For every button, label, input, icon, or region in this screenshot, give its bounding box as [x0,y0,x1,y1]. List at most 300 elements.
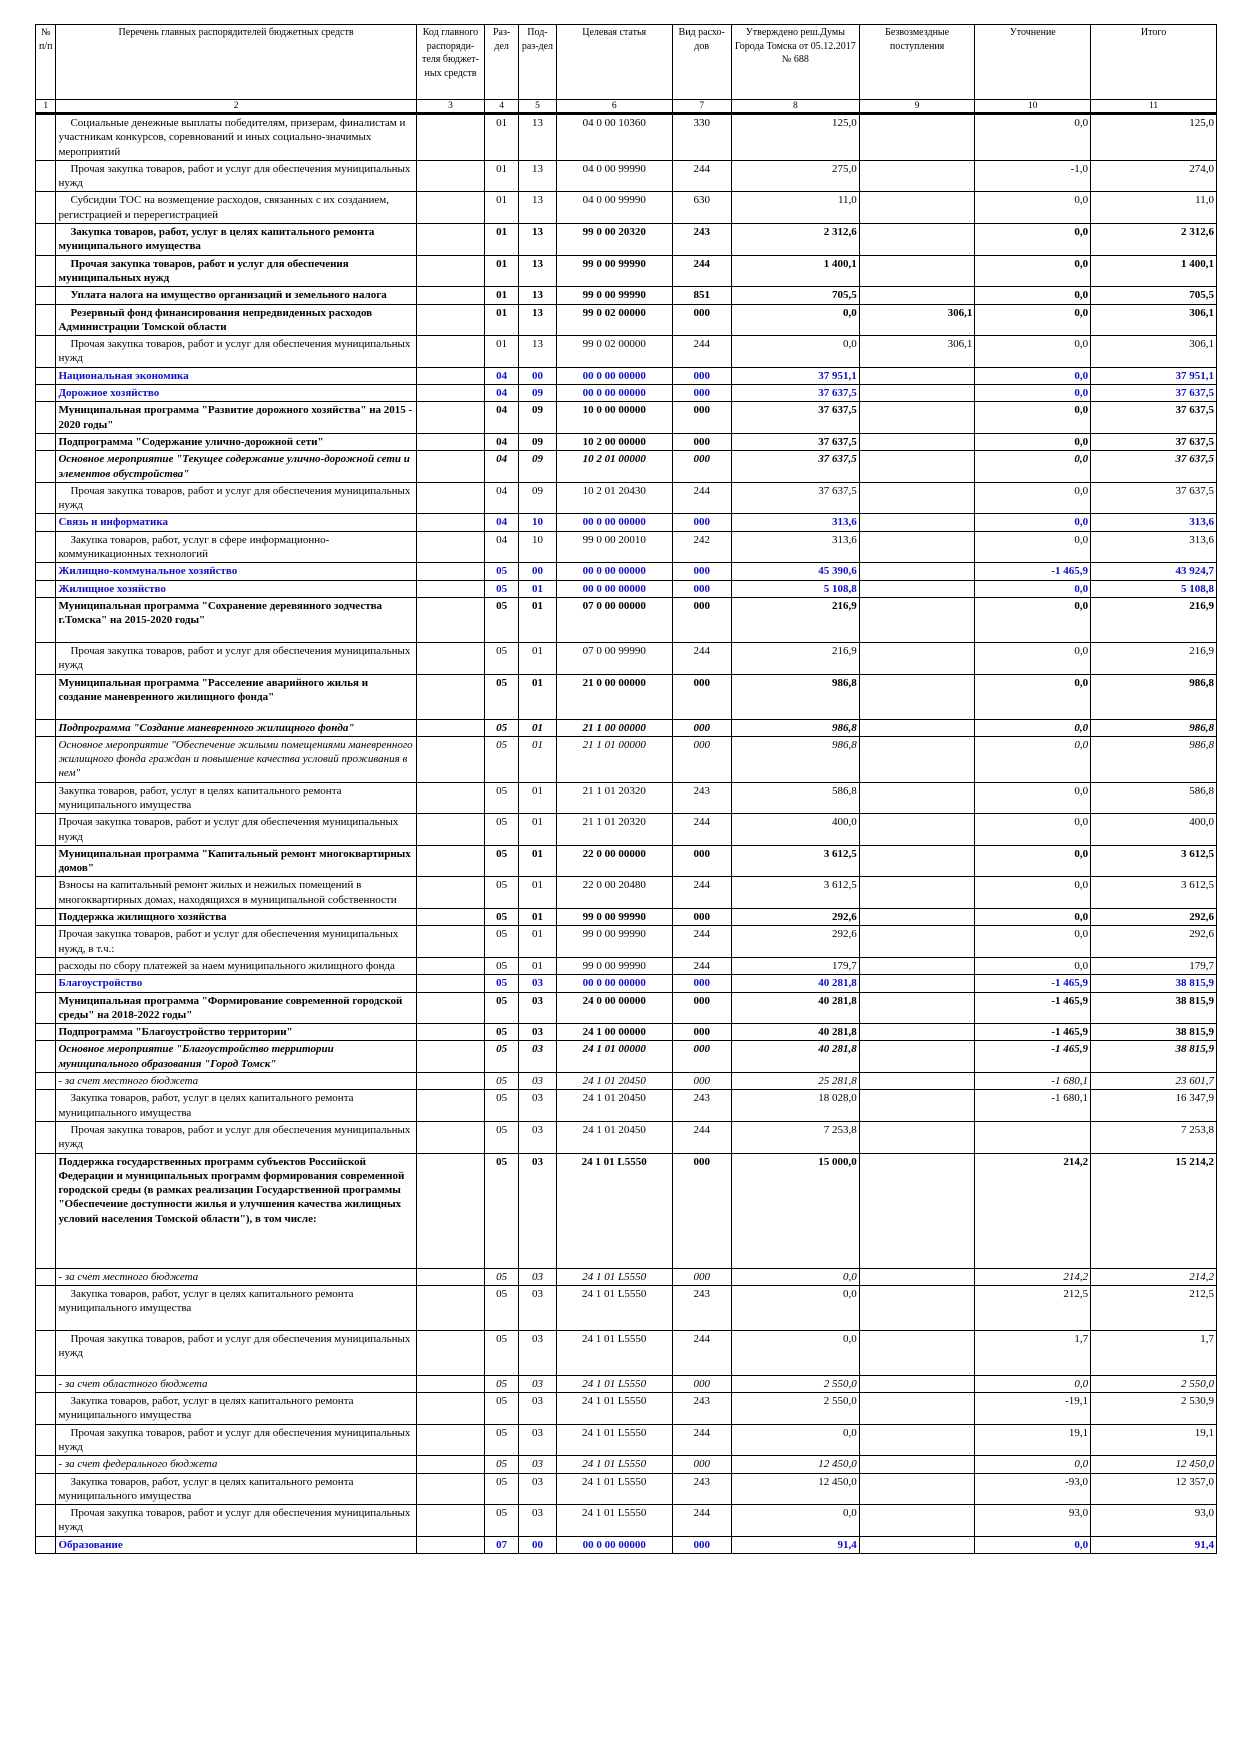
cell-subsection: 01 [519,926,557,958]
cell-section: 05 [485,719,519,736]
cell-number [36,909,56,926]
cell-number [36,1090,56,1122]
colnum: 9 [859,100,975,114]
cell-section: 04 [485,531,519,563]
cell-free-receipts [859,367,975,384]
cell-refinement: 214,2 [975,1268,1091,1285]
cell-distributor-code [416,597,485,642]
cell-total: 306,1 [1091,304,1217,336]
cell-subsection: 03 [519,992,557,1024]
cell-refinement: 0,0 [975,926,1091,958]
cell-expense-type: 851 [672,287,731,304]
cell-total: 12 450,0 [1091,1456,1217,1473]
cell-target-article: 21 1 00 00000 [556,719,672,736]
cell-number [36,926,56,958]
cell-subsection: 01 [519,814,557,846]
cell-subsection: 01 [519,736,557,782]
cell-refinement: 0,0 [975,224,1091,256]
cell-free-receipts [859,1024,975,1041]
cell-target-article: 22 0 00 00000 [556,845,672,877]
cell-section: 05 [485,736,519,782]
cell-name: Прочая закупка товаров, работ и услуг для обеспечения муниципальных нужд [56,642,416,674]
cell-refinement: -1 465,9 [975,1041,1091,1073]
cell-total: 3 612,5 [1091,877,1217,909]
cell-free-receipts [859,1473,975,1505]
cell-subsection: 13 [519,160,557,192]
cell-target-article: 24 1 01 L5550 [556,1424,672,1456]
cell-target-article: 00 0 00 00000 [556,975,672,992]
cell-total: 3 612,5 [1091,845,1217,877]
cell-free-receipts [859,531,975,563]
budget-table [35,24,1217,1554]
cell-total: 2 550,0 [1091,1375,1217,1392]
cell-target-article: 21 1 01 20320 [556,782,672,814]
cell-distributor-code [416,975,485,992]
cell-name: Подпрограмма "Благоустройство территории" [56,1024,416,1041]
cell-distributor-code [416,402,485,434]
cell-approved: 292,6 [731,926,859,958]
cell-distributor-code [416,385,485,402]
cell-target-article: 24 0 00 00000 [556,992,672,1024]
cell-number [36,514,56,531]
cell-subsection: 03 [519,1024,557,1041]
cell-section: 05 [485,926,519,958]
cell-section: 05 [485,992,519,1024]
cell-refinement: -1 465,9 [975,563,1091,580]
cell-target-article: 24 1 01 L5550 [556,1456,672,1473]
cell-section: 07 [485,1536,519,1553]
cell-distributor-code [416,1330,485,1375]
cell-section: 05 [485,1285,519,1330]
table-row [36,367,1217,384]
cell-name: Муниципальная программа "Развитие дорожного хозяйства" на 2015 - 2020 годы" [56,402,416,434]
cell-approved: 2 312,6 [731,224,859,256]
table-row [36,1153,1217,1268]
cell-name: Прочая закупка товаров, работ и услуг для обеспечения муниципальных нужд, в т.ч.: [56,926,416,958]
cell-refinement: 0,0 [975,367,1091,384]
cell-expense-type: 000 [672,975,731,992]
cell-refinement: 0,0 [975,451,1091,483]
cell-distributor-code [416,482,485,514]
cell-free-receipts [859,1536,975,1553]
colnum: 8 [731,100,859,114]
cell-total: 125,0 [1091,114,1217,161]
cell-free-receipts [859,642,975,674]
cell-distributor-code [416,160,485,192]
cell-refinement: -1 465,9 [975,1024,1091,1041]
cell-expense-type: 243 [672,1393,731,1425]
cell-total: 37 951,1 [1091,367,1217,384]
cell-refinement: 0,0 [975,1375,1091,1392]
cell-subsection: 10 [519,514,557,531]
cell-free-receipts [859,845,975,877]
cell-approved: 37 951,1 [731,367,859,384]
cell-total: 38 815,9 [1091,975,1217,992]
table-row [36,433,1217,450]
cell-distributor-code [416,782,485,814]
cell-target-article: 00 0 00 00000 [556,1536,672,1553]
table-row [36,160,1217,192]
cell-approved: 5 108,8 [731,580,859,597]
table-row [36,1393,1217,1425]
cell-name: - за счет федерального бюджета [56,1456,416,1473]
cell-number [36,1153,56,1268]
cell-name: Прочая закупка товаров, работ и услуг для обеспечения муниципальных нужд [56,814,416,846]
cell-target-article: 24 1 01 L5550 [556,1153,672,1268]
cell-name: Закупка товаров, работ, услуг в целях капитального ремонта муниципального имущества [56,1393,416,1425]
cell-refinement: 0,0 [975,1456,1091,1473]
cell-subsection: 13 [519,287,557,304]
colnum: 4 [485,100,519,114]
table-row [36,1090,1217,1122]
cell-distributor-code [416,909,485,926]
cell-expense-type: 000 [672,1456,731,1473]
cell-name: Основное мероприятие "Обеспечение жилыми помещениями маневренного жилищного фонда граждан и повышение качества условий проживания в нем" [56,736,416,782]
cell-expense-type: 630 [672,192,731,224]
cell-refinement: 212,5 [975,1285,1091,1330]
cell-distributor-code [416,433,485,450]
cell-number [36,814,56,846]
cell-refinement: 0,0 [975,385,1091,402]
cell-free-receipts [859,1456,975,1473]
cell-subsection: 01 [519,909,557,926]
cell-approved: 37 637,5 [731,482,859,514]
table-row [36,975,1217,992]
cell-name: Муниципальная программа "Капитальный ремонт многоквартирных домов" [56,845,416,877]
cell-target-article: 99 0 00 20320 [556,224,672,256]
cell-section: 05 [485,957,519,974]
cell-total: 292,6 [1091,926,1217,958]
cell-name: Жилищное хозяйство [56,580,416,597]
cell-expense-type: 000 [672,451,731,483]
cell-distributor-code [416,224,485,256]
cell-number [36,1285,56,1330]
cell-name: Благоустройство [56,975,416,992]
cell-section: 05 [485,597,519,642]
cell-free-receipts [859,1090,975,1122]
table-row [36,1330,1217,1375]
table-row [36,1536,1217,1553]
cell-subsection: 09 [519,402,557,434]
cell-number [36,1393,56,1425]
cell-approved: 12 450,0 [731,1473,859,1505]
header-distributors: Перечень главных распорядителей бюджетных средств [56,25,416,100]
cell-distributor-code [416,367,485,384]
cell-subsection: 03 [519,1073,557,1090]
table-row [36,957,1217,974]
cell-target-article: 99 0 00 99990 [556,957,672,974]
cell-expense-type: 243 [672,1285,731,1330]
cell-expense-type: 000 [672,304,731,336]
cell-number [36,336,56,368]
cell-refinement: -19,1 [975,1393,1091,1425]
cell-subsection: 03 [519,975,557,992]
cell-approved: 91,4 [731,1536,859,1553]
cell-subsection: 03 [519,1268,557,1285]
table-row [36,1456,1217,1473]
cell-section: 05 [485,1505,519,1537]
cell-target-article: 21 0 00 00000 [556,674,672,719]
cell-number [36,304,56,336]
cell-section: 05 [485,1456,519,1473]
cell-section: 05 [485,1473,519,1505]
cell-name: Прочая закупка товаров, работ и услуг для обеспечения муниципальных нужд [56,1424,416,1456]
cell-name: Жилищно-коммунальное хозяйство [56,563,416,580]
cell-number [36,1424,56,1456]
cell-approved: 15 000,0 [731,1153,859,1268]
cell-subsection: 03 [519,1424,557,1456]
cell-name: Закупка товаров, работ, услуг в целях капитального ремонта муниципального имущества [56,1090,416,1122]
cell-distributor-code [416,336,485,368]
cell-refinement: 0,0 [975,482,1091,514]
cell-subsection: 00 [519,563,557,580]
cell-target-article: 10 2 01 20430 [556,482,672,514]
cell-subsection: 03 [519,1330,557,1375]
cell-refinement: 0,0 [975,845,1091,877]
table-row [36,114,1217,161]
table-row [36,287,1217,304]
cell-total: 93,0 [1091,1505,1217,1537]
cell-number [36,114,56,161]
cell-name: Поддержка жилищного хозяйства [56,909,416,926]
cell-expense-type: 000 [672,385,731,402]
cell-approved: 40 281,8 [731,975,859,992]
cell-approved: 0,0 [731,1505,859,1537]
cell-name: Резервный фонд финансирования непредвиденных расходов Администрации Томской области [56,304,416,336]
cell-section: 05 [485,1073,519,1090]
cell-refinement: 0,0 [975,304,1091,336]
cell-distributor-code [416,580,485,597]
cell-total: 43 924,7 [1091,563,1217,580]
cell-total: 5 108,8 [1091,580,1217,597]
cell-free-receipts [859,514,975,531]
cell-free-receipts [859,1285,975,1330]
cell-refinement: 0,0 [975,909,1091,926]
cell-approved: 400,0 [731,814,859,846]
cell-number [36,563,56,580]
header-section: Раз-дел [485,25,519,100]
cell-number [36,845,56,877]
cell-target-article: 07 0 00 99990 [556,642,672,674]
table-row [36,926,1217,958]
colnum: 5 [519,100,557,114]
cell-subsection: 03 [519,1285,557,1330]
cell-subsection: 00 [519,1536,557,1553]
header-number: № п/п [36,25,56,100]
cell-total: 37 637,5 [1091,433,1217,450]
cell-approved: 3 612,5 [731,877,859,909]
cell-target-article: 10 2 01 00000 [556,451,672,483]
cell-total: 91,4 [1091,1536,1217,1553]
cell-name: Основное мероприятие "Текущее содержание улично-дорожной сети и элементов обустройства" [56,451,416,483]
cell-number [36,674,56,719]
cell-section: 05 [485,563,519,580]
cell-subsection: 03 [519,1041,557,1073]
table-row [36,1424,1217,1456]
cell-target-article: 21 1 01 20320 [556,814,672,846]
cell-distributor-code [416,1375,485,1392]
cell-section: 04 [485,402,519,434]
cell-section: 05 [485,814,519,846]
cell-free-receipts [859,433,975,450]
cell-number [36,433,56,450]
cell-section: 05 [485,975,519,992]
cell-number [36,782,56,814]
cell-number [36,367,56,384]
cell-refinement: 0,0 [975,255,1091,287]
cell-refinement: 0,0 [975,736,1091,782]
colnum: 2 [56,100,416,114]
cell-free-receipts [859,385,975,402]
cell-section: 05 [485,674,519,719]
cell-free-receipts [859,563,975,580]
cell-distributor-code [416,1121,485,1153]
header-refinement: Уточнение [975,25,1091,100]
cell-approved: 18 028,0 [731,1090,859,1122]
cell-number [36,192,56,224]
cell-target-article: 04 0 00 99990 [556,192,672,224]
cell-target-article: 24 1 01 L5550 [556,1285,672,1330]
cell-expense-type: 244 [672,255,731,287]
table-row [36,402,1217,434]
cell-target-article: 10 0 00 00000 [556,402,672,434]
cell-approved: 37 637,5 [731,451,859,483]
cell-name: Муниципальная программа "Формирование современной городской среды" на 2018-2022 годы" [56,992,416,1024]
cell-free-receipts [859,782,975,814]
cell-approved: 25 281,8 [731,1073,859,1090]
cell-approved: 40 281,8 [731,992,859,1024]
cell-number [36,482,56,514]
cell-subsection: 01 [519,719,557,736]
cell-section: 05 [485,1121,519,1153]
cell-approved: 1 400,1 [731,255,859,287]
table-row [36,1024,1217,1041]
cell-expense-type: 000 [672,736,731,782]
cell-total: 292,6 [1091,909,1217,926]
cell-section: 05 [485,1153,519,1268]
table-row [36,736,1217,782]
cell-refinement: -1,0 [975,160,1091,192]
cell-total: 400,0 [1091,814,1217,846]
cell-target-article: 24 1 01 00000 [556,1041,672,1073]
table-row [36,782,1217,814]
cell-expense-type: 000 [672,433,731,450]
cell-total: 7 253,8 [1091,1121,1217,1153]
cell-expense-type: 000 [672,1041,731,1073]
cell-number [36,255,56,287]
cell-section: 05 [485,1024,519,1041]
cell-expense-type: 000 [672,1268,731,1285]
cell-name: - за счет местного бюджета [56,1073,416,1090]
cell-free-receipts [859,1505,975,1537]
cell-free-receipts [859,957,975,974]
cell-number [36,877,56,909]
cell-approved: 986,8 [731,674,859,719]
cell-section: 05 [485,909,519,926]
cell-expense-type: 000 [672,1536,731,1553]
cell-number [36,992,56,1024]
cell-refinement: 0,0 [975,192,1091,224]
cell-approved: 0,0 [731,304,859,336]
cell-expense-type: 000 [672,1073,731,1090]
colnum: 7 [672,100,731,114]
cell-section: 01 [485,287,519,304]
cell-target-article: 00 0 00 00000 [556,385,672,402]
cell-number [36,736,56,782]
cell-subsection: 01 [519,782,557,814]
cell-distributor-code [416,1041,485,1073]
cell-approved: 586,8 [731,782,859,814]
cell-expense-type: 244 [672,160,731,192]
table-row [36,877,1217,909]
cell-number [36,402,56,434]
cell-free-receipts [859,975,975,992]
cell-subsection: 03 [519,1375,557,1392]
cell-name: Подпрограмма "Создание маневренного жилищного фонда" [56,719,416,736]
cell-approved: 37 637,5 [731,433,859,450]
cell-number [36,451,56,483]
cell-refinement: 19,1 [975,1424,1091,1456]
table-row [36,451,1217,483]
table-row [36,255,1217,287]
cell-total: 2 312,6 [1091,224,1217,256]
cell-name: Дорожное хозяйство [56,385,416,402]
cell-free-receipts [859,1041,975,1073]
table-row [36,1473,1217,1505]
cell-subsection: 13 [519,192,557,224]
cell-expense-type: 000 [672,402,731,434]
cell-total: 38 815,9 [1091,992,1217,1024]
cell-distributor-code [416,287,485,304]
table-row [36,674,1217,719]
table-body [36,114,1217,1554]
cell-subsection: 03 [519,1473,557,1505]
header-distributor-code: Код главного распоряди-теля бюджет-ных средств [416,25,485,100]
cell-subsection: 00 [519,367,557,384]
cell-free-receipts: 306,1 [859,304,975,336]
cell-distributor-code [416,1268,485,1285]
cell-name: Взносы на капитальный ремонт жилых и нежилых помещений в многоквартирных домах, находящихся в муниципальной собственности [56,877,416,909]
cell-distributor-code [416,563,485,580]
cell-distributor-code [416,1536,485,1553]
cell-approved: 705,5 [731,287,859,304]
cell-free-receipts [859,597,975,642]
table-row [36,1505,1217,1537]
cell-section: 01 [485,224,519,256]
cell-refinement: 0,0 [975,957,1091,974]
cell-free-receipts [859,114,975,161]
cell-expense-type: 244 [672,1330,731,1375]
cell-name: Подпрограмма "Содержание улично-дорожной сети" [56,433,416,450]
cell-refinement: 0,0 [975,1536,1091,1553]
cell-distributor-code [416,451,485,483]
cell-subsection: 03 [519,1153,557,1268]
cell-free-receipts [859,255,975,287]
cell-section: 05 [485,877,519,909]
cell-expense-type: 244 [672,1121,731,1153]
cell-target-article: 24 1 01 L5550 [556,1473,672,1505]
cell-approved: 0,0 [731,1268,859,1285]
table-row [36,719,1217,736]
cell-subsection: 13 [519,114,557,161]
cell-subsection: 01 [519,957,557,974]
table-row [36,514,1217,531]
cell-target-article: 21 1 01 00000 [556,736,672,782]
table-row [36,1041,1217,1073]
cell-distributor-code [416,1073,485,1090]
cell-number [36,1375,56,1392]
cell-free-receipts [859,580,975,597]
